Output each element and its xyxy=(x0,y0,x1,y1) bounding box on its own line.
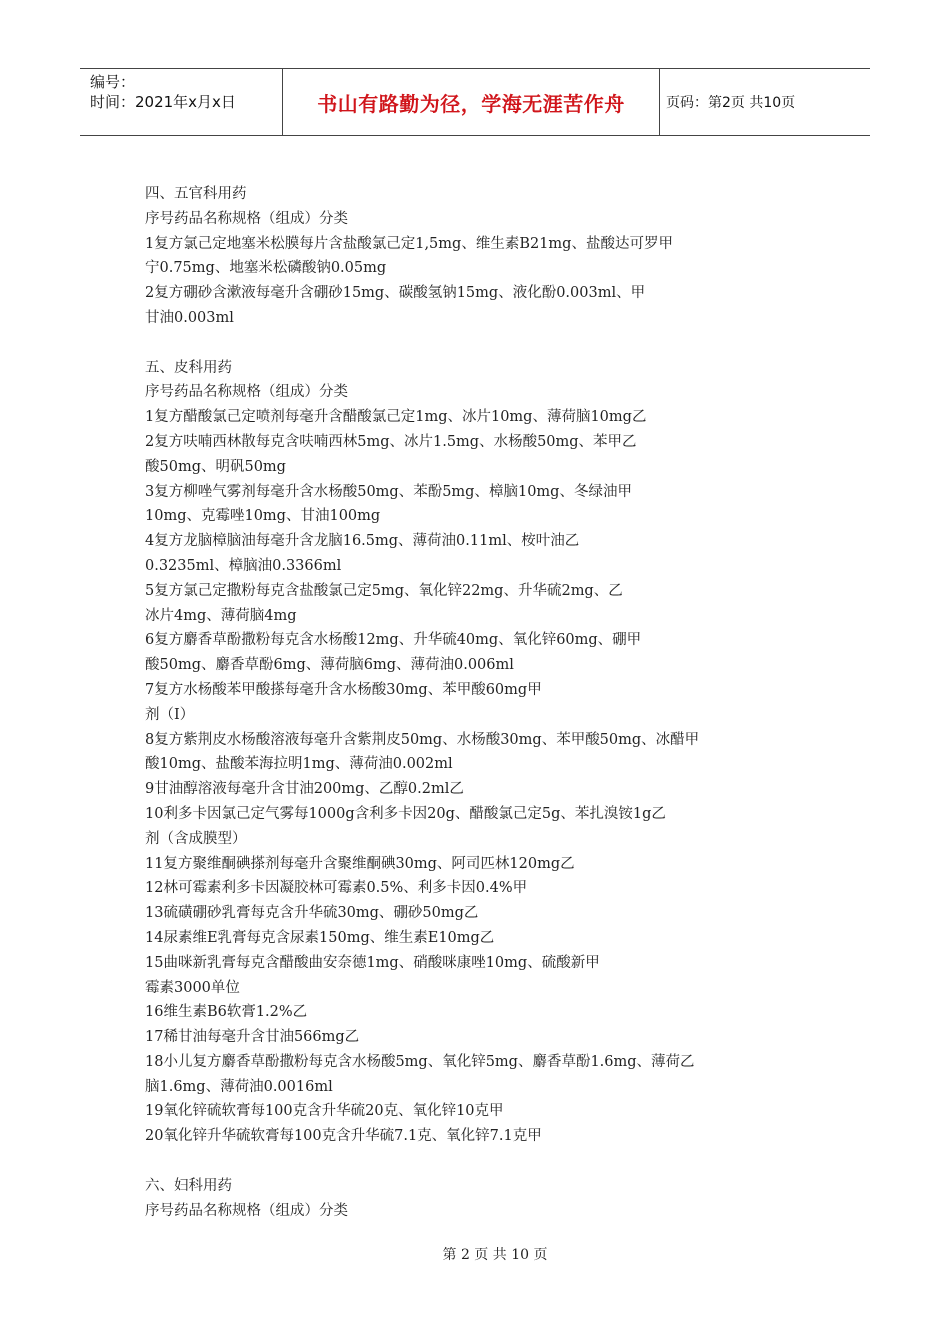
header-time-label: 时间：2021年x月x日 xyxy=(90,93,236,111)
text-line: 6复方麝香草酚撒粉每克含水杨酸12mg、升华硫40mg、氧化锌60mg、硼甲 xyxy=(145,632,642,649)
text-line: 序号药品名称规格（组成）分类 xyxy=(145,1202,348,1219)
text-line: 宁0.75mg、地塞米松磷酸钠0.05mg xyxy=(145,260,387,277)
text-line: 序号药品名称规格（组成）分类 xyxy=(145,210,348,227)
text-line: 13硫磺硼砂乳膏每克含升华硫30mg、硼砂50mg乙 xyxy=(145,905,479,922)
text-line: 3复方柳唑气雾剂每毫升含水杨酸50mg、苯酚5mg、樟脑10mg、冬绿油甲 xyxy=(145,483,632,500)
text-line: 序号药品名称规格（组成）分类 xyxy=(145,384,348,401)
text-line: 0.3235ml、樟脑油0.3366ml xyxy=(145,557,342,574)
text-line: 15曲咪新乳膏每克含醋酸曲安奈德1mg、硝酸咪康唑10mg、硫酸新甲 xyxy=(145,954,600,971)
text-line: 14尿素维E乳膏每克含尿素150mg、维生素E10mg乙 xyxy=(145,929,495,946)
text-line: 甘油0.003ml xyxy=(145,309,234,326)
text-line: 1复方醋酸氯己定喷剂每毫升含醋酸氯己定1mg、冰片10mg、薄荷脑10mg乙 xyxy=(145,409,647,426)
text-line: 五、皮科用药 xyxy=(145,359,232,376)
text-line: 5复方氯己定撒粉每克含盐酸氯己定5mg、氧化锌22mg、升华硫2mg、乙 xyxy=(145,582,623,599)
text-line: 9甘油醇溶液每毫升含甘油200mg、乙醇0.2ml乙 xyxy=(145,781,464,798)
text-line: 酸50mg、明矾50mg xyxy=(145,458,286,475)
document-body xyxy=(145,182,785,1223)
blank-line xyxy=(145,331,785,356)
text-line: 脑1.6mg、薄荷油0.0016ml xyxy=(145,1078,333,1095)
header-id-label: 编号： xyxy=(90,73,136,91)
header-meta xyxy=(80,69,282,135)
text-line: 酸50mg、麝香草酚6mg、薄荷脑6mg、薄荷油0.006ml xyxy=(145,657,514,674)
text-line: 16维生素B6软膏1.2%乙 xyxy=(145,1004,308,1021)
text-line: 2复方呋喃西林散每克含呋喃西林5mg、冰片1.5mg、水杨酸50mg、苯甲乙 xyxy=(145,433,637,450)
text-line: 10mg、克霉唑10mg、甘油100mg xyxy=(145,508,381,525)
text-line: 1复方氯己定地塞米松膜每片含盐酸氯己定1,5mg、维生素B21mg、盐酸达可罗甲 xyxy=(145,235,673,252)
header-page-code: 页码：第2页 共10页 xyxy=(666,95,796,111)
text-line: 7复方水杨酸苯甲酸搽每毫升含水杨酸30mg、苯甲酸60mg甲 xyxy=(145,681,542,698)
text-line: 酸10mg、盐酸苯海拉明1mg、薄荷油0.002ml xyxy=(145,756,453,773)
text-line: 六、妇科用药 xyxy=(145,1177,232,1194)
text-line: 10利多卡因氯己定气雾每1000g含利多卡因20g、醋酸氯己定5g、苯扎溴铵1g乙 xyxy=(145,805,666,822)
text-line: 17稀甘油每毫升含甘油566mg乙 xyxy=(145,1029,360,1046)
text-line: 11复方聚维酮碘搽剂每毫升含聚维酮碘30mg、阿司匹林120mg乙 xyxy=(145,855,575,872)
text-line: 四、五官科用药 xyxy=(145,186,247,202)
text-line: 4复方龙脑樟脑油每毫升含龙脑16.5mg、薄荷油0.11ml、桉叶油乙 xyxy=(145,533,580,550)
text-line: 8复方紫荆皮水杨酸溶液每毫升含紫荆皮50mg、水杨酸30mg、苯甲酸50mg、冰醋甲 xyxy=(145,731,700,748)
text-line: 2复方硼砂含漱液每毫升含硼砂15mg、碳酸氢钠15mg、液化酚0.003ml、甲 xyxy=(145,285,646,302)
header-page-cell xyxy=(660,69,870,135)
blank-line xyxy=(145,1149,785,1174)
text-line: 霉素3000单位 xyxy=(145,979,240,996)
page-footer: 第 2 页 共 10 页 xyxy=(442,1247,548,1263)
text-line: 19氧化锌硫软膏每100克含升华硫20克、氧化锌10克甲 xyxy=(145,1103,504,1120)
text-line: 12林可霉素利多卡因凝胶林可霉素0.5%、利多卡因0.4%甲 xyxy=(145,880,528,897)
text-line: 剂（I） xyxy=(145,706,195,723)
text-line: 冰片4mg、薄荷脑4mg xyxy=(145,607,297,624)
header-motto: 书山有路勤为径，学海无涯苦作舟 xyxy=(317,91,625,116)
page-header xyxy=(80,68,870,136)
text-line: 20氧化锌升华硫软膏每100克含升华硫7.1克、氧化锌7.1克甲 xyxy=(145,1128,542,1145)
text-line: 剂（含成膜型） xyxy=(145,830,247,847)
header-motto-cell xyxy=(282,69,660,135)
text-line: 18小儿复方麝香草酚撒粉每克含水杨酸5mg、氧化锌5mg、麝香草酚1.6mg、薄荷乙 xyxy=(145,1053,695,1070)
